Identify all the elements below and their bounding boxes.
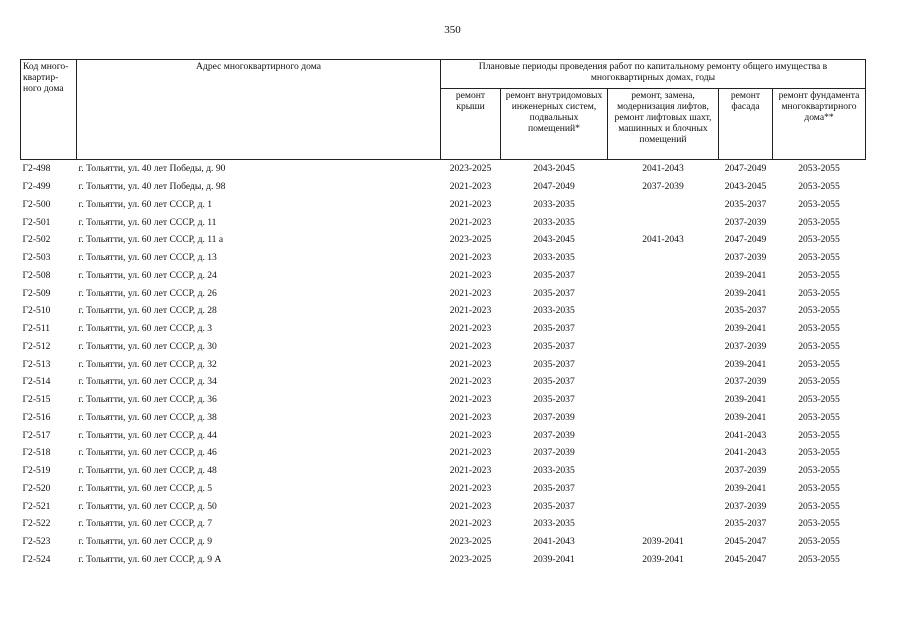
- cell-address: г. Тольятти, ул. 60 лет СССР, д. 30: [78, 340, 217, 352]
- cell-facade: 2039-2041: [724, 323, 767, 335]
- cell-code: Г2-503: [22, 252, 51, 264]
- table-row: [21, 178, 866, 196]
- cell-code: Г2-523: [22, 536, 51, 548]
- cell-address: г. Тольятти, ул. 60 лет СССР, д. 36: [78, 394, 217, 406]
- cell-lift: [608, 196, 719, 214]
- cell-internal: 2035-2037: [533, 394, 575, 406]
- cell-foundation: 2053-2055: [798, 323, 840, 335]
- cell-foundation: 2053-2055: [798, 252, 840, 264]
- cell-facade: 2037-2039: [724, 500, 767, 512]
- cell-foundation: 2053-2055: [798, 358, 840, 370]
- cell-code: Г2-514: [22, 376, 51, 388]
- cell-foundation: 2053-2055: [798, 181, 840, 193]
- header-roof: ремонт крыши: [441, 89, 501, 160]
- cell-roof: 2023-2025: [449, 553, 492, 565]
- cell-lift: [608, 338, 719, 356]
- table-body: [21, 160, 866, 569]
- cell-code: Г2-501: [22, 216, 51, 228]
- cell-roof: 2021-2023: [449, 482, 492, 494]
- cell-code: Г2-515: [22, 394, 51, 406]
- cell-foundation: 2053-2055: [798, 482, 840, 494]
- table-row: [21, 338, 866, 356]
- cell-facade: 2037-2039: [724, 465, 767, 477]
- cell-lift: [608, 444, 719, 462]
- cell-lift: 2039-2041: [642, 536, 684, 548]
- table-row: [21, 213, 866, 231]
- cell-facade: 2047-2049: [724, 163, 767, 175]
- table-row: [21, 497, 866, 515]
- cell-roof: 2021-2023: [449, 429, 492, 441]
- header-internal: ремонт внутридомовых инженерных систем, подвальных помещений*: [501, 89, 608, 160]
- cell-address: г. Тольятти, ул. 60 лет СССР, д. 13: [78, 252, 217, 264]
- cell-lift: [608, 426, 719, 444]
- cell-roof: 2021-2023: [449, 269, 492, 281]
- cell-internal: 2043-2045: [533, 234, 575, 246]
- cell-lift: [608, 391, 719, 409]
- cell-code: Г2-502: [22, 234, 51, 246]
- cell-roof: 2021-2023: [449, 500, 492, 512]
- cell-code: Г2-519: [22, 465, 51, 477]
- cell-code: Г2-522: [22, 518, 51, 530]
- cell-lift: [608, 515, 719, 533]
- cell-address: г. Тольятти, ул. 60 лет СССР, д. 7: [78, 518, 213, 530]
- cell-roof: 2021-2023: [449, 518, 492, 530]
- cell-facade: 2039-2041: [724, 394, 767, 406]
- table-row: [21, 480, 866, 498]
- cell-foundation: 2053-2055: [798, 411, 840, 423]
- cell-internal: 2033-2035: [533, 198, 575, 210]
- cell-code: Г2-516: [22, 411, 51, 423]
- cell-address: г. Тольятти, ул. 60 лет СССР, д. 3: [78, 323, 213, 335]
- cell-roof: 2021-2023: [449, 465, 492, 477]
- cell-roof: 2021-2023: [449, 252, 492, 264]
- table-row: [21, 515, 866, 533]
- cell-roof: 2021-2023: [449, 447, 492, 459]
- cell-facade: 2037-2039: [724, 216, 767, 228]
- table-row: [21, 196, 866, 214]
- cell-code: Г2-520: [22, 482, 51, 494]
- cell-foundation: 2053-2055: [798, 234, 840, 246]
- cell-address: г. Тольятти, ул. 60 лет СССР, д. 38: [78, 411, 217, 423]
- cell-code: Г2-508: [22, 269, 51, 281]
- cell-facade: 2039-2041: [724, 411, 767, 423]
- cell-lift: [608, 320, 719, 338]
- cell-foundation: 2053-2055: [798, 269, 840, 281]
- cell-internal: 2035-2037: [533, 287, 575, 299]
- cell-internal: 2033-2035: [533, 252, 575, 264]
- table-row: [21, 444, 866, 462]
- cell-internal: 2035-2037: [533, 376, 575, 388]
- cell-internal: 2035-2037: [533, 323, 575, 335]
- cell-address: г. Тольятти, ул. 60 лет СССР, д. 50: [78, 500, 217, 512]
- cell-lift: [608, 249, 719, 267]
- cell-foundation: 2053-2055: [798, 447, 840, 459]
- cell-lift: [608, 284, 719, 302]
- cell-internal: 2035-2037: [533, 358, 575, 370]
- cell-roof: 2021-2023: [449, 376, 492, 388]
- cell-facade: 2035-2037: [724, 518, 767, 530]
- cell-code: Г2-524: [22, 553, 51, 565]
- table-row: [21, 355, 866, 373]
- cell-facade: 2041-2043: [724, 447, 767, 459]
- cell-lift: [608, 480, 719, 498]
- cell-roof: 2021-2023: [449, 394, 492, 406]
- table-row: [21, 302, 866, 320]
- cell-foundation: 2053-2055: [798, 465, 840, 477]
- cell-foundation: 2053-2055: [798, 518, 840, 530]
- cell-internal: 2037-2039: [533, 447, 575, 459]
- cell-address: г. Тольятти, ул. 60 лет СССР, д. 48: [78, 465, 217, 477]
- cell-foundation: 2053-2055: [798, 429, 840, 441]
- cell-internal: 2041-2043: [533, 536, 575, 548]
- cell-roof: 2023-2025: [449, 536, 492, 548]
- cell-address: г. Тольятти, ул. 60 лет СССР, д. 11: [78, 216, 217, 228]
- cell-internal: 2033-2035: [533, 305, 575, 317]
- cell-facade: 2035-2037: [724, 198, 767, 210]
- cell-roof: 2021-2023: [449, 216, 492, 228]
- cell-foundation: 2053-2055: [798, 340, 840, 352]
- table-row: [21, 373, 866, 391]
- cell-internal: 2035-2037: [533, 340, 575, 352]
- table-row: [21, 249, 866, 267]
- cell-code: Г2-509: [22, 287, 51, 299]
- header-code: Код много-квартир-ного дома: [21, 60, 77, 160]
- cell-lift: 2041-2043: [642, 163, 684, 175]
- cell-address: г. Тольятти, ул. 60 лет СССР, д. 46: [78, 447, 217, 459]
- page-number: 350: [444, 24, 461, 36]
- cell-internal: 2047-2049: [533, 181, 575, 193]
- cell-roof: 2021-2023: [449, 181, 492, 193]
- table-row: [21, 231, 866, 249]
- cell-facade: 2039-2041: [724, 269, 767, 281]
- cell-internal: 2033-2035: [533, 216, 575, 228]
- cell-facade: 2045-2047: [724, 536, 767, 548]
- cell-code: Г2-518: [22, 447, 51, 459]
- cell-lift: [608, 213, 719, 231]
- cell-lift: [608, 497, 719, 515]
- header-lift: ремонт, замена, модернизация лифтов, ремонт лифтовых шахт, машинных и блочных помещений: [608, 89, 719, 160]
- cell-address: г. Тольятти, ул. 60 лет СССР, д. 11 а: [78, 234, 224, 246]
- cell-lift: 2039-2041: [642, 553, 684, 565]
- capital-repair-schedule-table: [20, 59, 866, 568]
- cell-address: г. Тольятти, ул. 60 лет СССР, д. 44: [78, 429, 217, 441]
- cell-facade: 2039-2041: [724, 287, 767, 299]
- cell-address: г. Тольятти, ул. 60 лет СССР, д. 34: [78, 376, 217, 388]
- table-row: [21, 284, 866, 302]
- cell-roof: 2023-2025: [449, 234, 492, 246]
- cell-foundation: 2053-2055: [798, 163, 840, 175]
- cell-code: Г2-517: [22, 429, 51, 441]
- cell-address: г. Тольятти, ул. 60 лет СССР, д. 9 А: [78, 553, 222, 565]
- cell-facade: 2043-2045: [724, 181, 767, 193]
- table-header: [21, 60, 866, 160]
- cell-roof: 2021-2023: [449, 287, 492, 299]
- cell-code: Г2-513: [22, 358, 51, 370]
- cell-internal: 2035-2037: [533, 269, 575, 281]
- cell-facade: 2039-2041: [724, 482, 767, 494]
- cell-address: г. Тольятти, ул. 60 лет СССР, д. 24: [78, 269, 217, 281]
- cell-lift: [608, 462, 719, 480]
- cell-lift: 2037-2039: [642, 181, 684, 193]
- table-row: [21, 426, 866, 444]
- table-row: [21, 267, 866, 285]
- cell-roof: 2021-2023: [449, 340, 492, 352]
- cell-address: г. Тольятти, ул. 60 лет СССР, д. 5: [78, 482, 213, 494]
- cell-foundation: 2053-2055: [798, 553, 840, 565]
- cell-facade: 2037-2039: [724, 376, 767, 388]
- table-row: [21, 409, 866, 427]
- cell-internal: 2033-2035: [533, 518, 575, 530]
- cell-code: Г2-500: [22, 198, 51, 210]
- cell-foundation: 2053-2055: [798, 216, 840, 228]
- header-facade: ремонт фасада: [719, 89, 773, 160]
- cell-facade: 2045-2047: [724, 553, 767, 565]
- cell-foundation: 2053-2055: [798, 287, 840, 299]
- cell-lift: [608, 373, 719, 391]
- table-row: [21, 533, 866, 551]
- table-row: [21, 160, 866, 178]
- cell-roof: 2021-2023: [449, 411, 492, 423]
- cell-roof: 2021-2023: [449, 358, 492, 370]
- cell-facade: 2041-2043: [724, 429, 767, 441]
- header-periods-group: Плановые периоды проведения работ по капитальному ремонту общего имущества в многоквартирных домах, годы: [441, 60, 866, 89]
- cell-address: г. Тольятти, ул. 60 лет СССР, д. 32: [78, 358, 217, 370]
- cell-lift: [608, 355, 719, 373]
- cell-code: Г2-498: [22, 163, 51, 175]
- cell-internal: 2035-2037: [533, 500, 575, 512]
- cell-facade: 2035-2037: [724, 305, 767, 317]
- cell-roof: 2021-2023: [449, 305, 492, 317]
- cell-address: г. Тольятти, ул. 60 лет СССР, д. 26: [78, 287, 217, 299]
- cell-code: Г2-521: [22, 500, 51, 512]
- cell-facade: 2039-2041: [724, 358, 767, 370]
- table-row: [21, 391, 866, 409]
- cell-facade: 2037-2039: [724, 340, 767, 352]
- cell-foundation: 2053-2055: [798, 198, 840, 210]
- cell-address: г. Тольятти, ул. 60 лет СССР, д. 28: [78, 305, 217, 317]
- cell-foundation: 2053-2055: [798, 500, 840, 512]
- cell-lift: [608, 267, 719, 285]
- cell-code: Г2-499: [22, 181, 51, 193]
- cell-internal: 2037-2039: [533, 411, 575, 423]
- cell-roof: 2023-2025: [449, 163, 492, 175]
- cell-facade: 2037-2039: [724, 252, 767, 264]
- cell-lift: [608, 409, 719, 427]
- cell-address: г. Тольятти, ул. 40 лет Победы, д. 98: [78, 181, 226, 193]
- cell-foundation: 2053-2055: [798, 536, 840, 548]
- header-address: Адрес многоквартирного дома: [77, 60, 441, 160]
- cell-address: г. Тольятти, ул. 60 лет СССР, д. 9: [78, 536, 213, 548]
- cell-code: Г2-511: [22, 323, 51, 335]
- cell-address: г. Тольятти, ул. 60 лет СССР, д. 1: [78, 198, 213, 210]
- cell-lift: [608, 302, 719, 320]
- cell-roof: 2021-2023: [449, 323, 492, 335]
- table-row: [21, 551, 866, 569]
- cell-internal: 2043-2045: [533, 163, 575, 175]
- cell-facade: 2047-2049: [724, 234, 767, 246]
- cell-internal: 2037-2039: [533, 429, 575, 441]
- cell-internal: 2039-2041: [533, 553, 575, 565]
- cell-code: Г2-510: [22, 305, 51, 317]
- cell-lift: 2041-2043: [642, 234, 684, 246]
- cell-foundation: 2053-2055: [798, 376, 840, 388]
- cell-code: Г2-512: [22, 340, 51, 352]
- cell-roof: 2021-2023: [449, 198, 492, 210]
- cell-internal: 2035-2037: [533, 482, 575, 494]
- cell-foundation: 2053-2055: [798, 394, 840, 406]
- table-row: [21, 320, 866, 338]
- table-row: [21, 462, 866, 480]
- cell-address: г. Тольятти, ул. 40 лет Победы, д. 90: [78, 163, 226, 175]
- header-foundation: ремонт фундамента многоквартирного дома**: [773, 89, 866, 160]
- cell-internal: 2033-2035: [533, 465, 575, 477]
- cell-foundation: 2053-2055: [798, 305, 840, 317]
